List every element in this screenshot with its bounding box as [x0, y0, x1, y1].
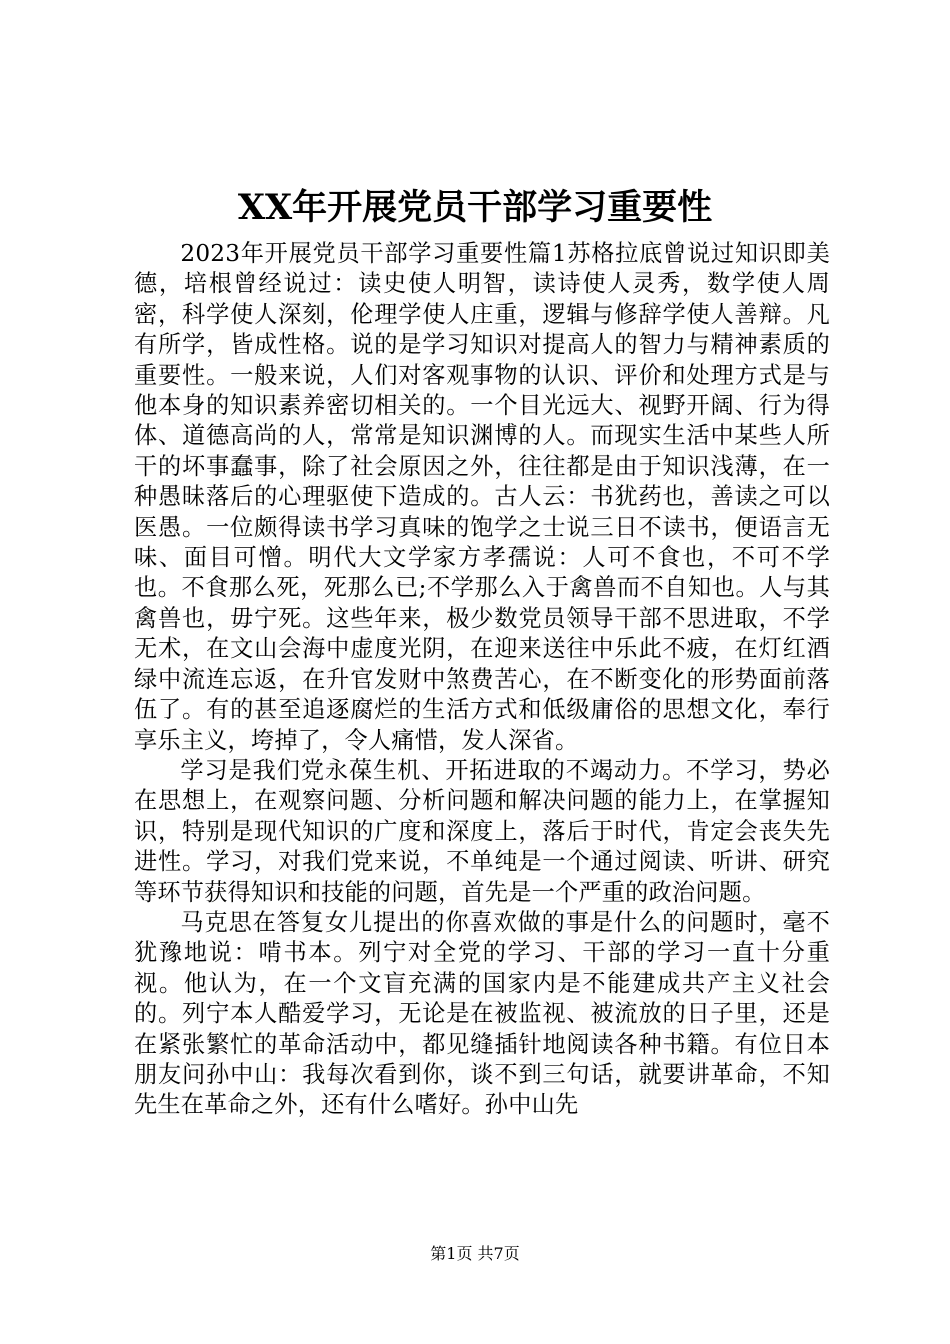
- paragraph: 马克思在答复女儿提出的你喜欢做的事是什么的问题时，毫不犹豫地说：啃书本。列宁对全党的学习、干部的学习一直十分重视。他认为，在一个文盲充满的国家内是不能建成共产主义社会的。列宁本人酷爱学习，无论是在被监视、被流放的日子里，还是在紧张繁忙的革命活动中，都见缝插针地阅读各种书籍。有位日本朋友问孙中山：我每次看到你，谈不到三句话，就要讲革命，不知先生在革命之外，还有什么嗜好。孙中山先: [134, 908, 830, 1119]
- paragraph: 学习是我们党永葆生机、开拓进取的不竭动力。不学习，势必在思想上，在观察问题、分析问题和解决问题的能力上，在掌握知识，特别是现代知识的广度和深度上，落后于时代，肯定会丧失先进性。学习，对我们党来说，不单纯是一个通过阅读、听讲、研究等环节获得知识和技能的问题，首先是一个严重的政治问题。: [134, 756, 830, 906]
- paragraph: 2023年开展党员干部学习重要性篇1苏格拉底曾说过知识即美德，培根曾经说过：读史使人明智，读诗使人灵秀，数学使人周密，科学使人深刻，伦理学使人庄重，逻辑与修辞学使人善辩。凡有所学，皆成性格。说的是学习知识对提高人的智力与精神素质的重要性。一般来说，人们对客观事物的认识、评价和处理方式是与他本身的知识素养密切相关的。一个目光远大、视野开阔、行为得体、道德高尚的人，常常是知识渊博的人。而现实生活中某些人所干的坏事蠢事，除了社会原因之外，往往都是由于知识浅薄，在一种愚昧落后的心理驱使下造成的。古人云：书犹药也，善读之可以医愚。一位颇得读书学习真味的饱学之士说三日不读书，便语言无味、面目可憎。明代大文学家方孝孺说：人可不食也，不可不学也。不食那么死，死那么已;不学那么入于禽兽而不自知也。人与其禽兽也，毋宁死。这些年来，极少数党员领导干部不思进取，不学无术，在文山会海中虚度光阴，在迎来送往中乐此不疲，在灯红酒绿中流连忘返，在升官发财中煞费苦心，在不断变化的形势面前落伍了。有的甚至追逐腐烂的生活方式和低级庸俗的思想文化，奉行享乐主义，垮掉了，令人痛惜，发人深省。: [134, 240, 830, 754]
- page-number-footer: 第1页 共7页: [430, 1244, 520, 1263]
- document-title: XX年开展党员干部学习重要性: [237, 187, 713, 228]
- document-body: [134, 239, 830, 1121]
